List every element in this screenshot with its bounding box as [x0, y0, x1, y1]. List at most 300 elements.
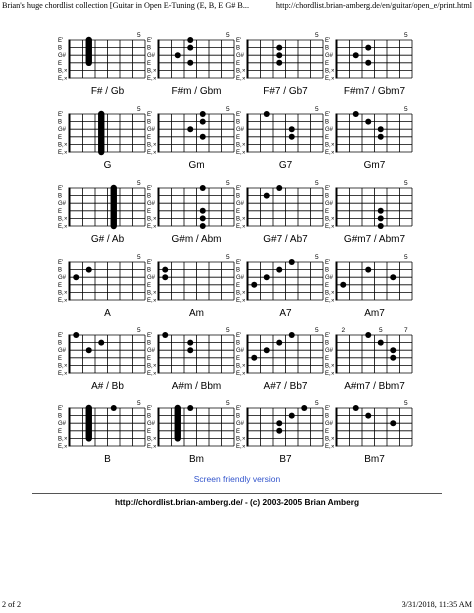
- muted-string-icon: ×: [331, 150, 335, 157]
- muted-string-icon: ×: [242, 444, 246, 451]
- string-label: E: [325, 60, 330, 67]
- string-label: B,: [147, 290, 153, 297]
- string-label: E': [236, 112, 242, 118]
- finger-dot: [365, 60, 371, 66]
- fret-number: 5: [225, 106, 230, 113]
- finger-dot: [276, 52, 282, 58]
- finger-dot: [289, 332, 295, 338]
- string-label: B: [325, 340, 330, 347]
- chord-name: G#m7 / Abm7: [343, 234, 406, 245]
- string-label: G#: [236, 201, 245, 208]
- string-label: B: [325, 267, 330, 274]
- string-label: E: [325, 134, 330, 141]
- finger-dot: [86, 267, 92, 273]
- chord-name: Gm7: [363, 160, 386, 171]
- string-label: E': [236, 38, 242, 44]
- muted-string-icon: ×: [331, 290, 335, 297]
- fret-number: 5: [225, 327, 230, 334]
- fret-number: 5: [225, 254, 230, 261]
- string-label: E': [58, 112, 64, 118]
- chord-diagram: [147, 400, 234, 465]
- string-label: E: [58, 355, 63, 362]
- string-label: E,: [147, 298, 153, 304]
- fret-number: 5: [314, 32, 319, 39]
- string-label: E': [325, 112, 331, 118]
- muted-string-icon: ×: [153, 298, 157, 305]
- chord-name: A#m7 / Bbm7: [344, 381, 405, 392]
- muted-string-icon: ×: [153, 142, 157, 149]
- muted-string-icon: ×: [242, 142, 246, 149]
- string-label: G#: [147, 348, 156, 355]
- fret-number: 5: [314, 327, 319, 334]
- finger-dot: [365, 413, 371, 419]
- string-label: G#: [58, 201, 67, 208]
- fret-number: 5: [314, 180, 319, 187]
- string-label: G#: [325, 127, 334, 134]
- finger-dot: [251, 282, 257, 288]
- chord-name: F#m / Gbm: [171, 86, 222, 97]
- chord-name: G# / Ab: [90, 234, 125, 245]
- string-label: B: [325, 45, 330, 52]
- muted-string-icon: ×: [64, 76, 68, 83]
- string-label: B,: [58, 142, 64, 149]
- string-label: E,: [58, 150, 64, 156]
- finger-dot: [264, 111, 270, 117]
- muted-string-icon: ×: [153, 150, 157, 157]
- string-label: B: [58, 193, 63, 200]
- fret-number: 5: [403, 180, 408, 187]
- string-label: B: [325, 413, 330, 420]
- finger-dot: [86, 347, 92, 353]
- finger-dot: [264, 193, 270, 199]
- finger-dot: [378, 134, 384, 140]
- fret-number: 5: [314, 106, 319, 113]
- fret-number: 5: [136, 254, 141, 261]
- muted-string-icon: ×: [242, 76, 246, 83]
- string-label: E: [325, 355, 330, 362]
- chord-name: Am7: [364, 308, 385, 319]
- string-label: E: [325, 208, 330, 215]
- string-label: E: [58, 428, 63, 435]
- chord-name: A7: [279, 308, 292, 319]
- muted-string-icon: ×: [242, 150, 246, 157]
- string-label: G#: [236, 348, 245, 355]
- site-copyright[interactable]: http://chordlist.brian-amberg.de/ - (c) 2003-2005 Brian Amberg: [114, 497, 360, 507]
- string-label: E': [147, 406, 153, 412]
- string-label: B: [325, 119, 330, 126]
- string-label: E,: [147, 76, 153, 82]
- muted-string-icon: ×: [242, 436, 246, 443]
- finger-dot: [340, 282, 346, 288]
- string-label: G#: [147, 53, 156, 60]
- muted-string-icon: ×: [64, 363, 68, 370]
- chord-diagram: [147, 106, 234, 171]
- string-label: B,: [325, 216, 331, 223]
- muted-string-icon: ×: [64, 68, 68, 75]
- finger-dot: [73, 332, 79, 338]
- chord-diagram: [147, 180, 234, 245]
- chord-name: B7: [279, 454, 292, 465]
- muted-string-icon: ×: [331, 371, 335, 378]
- string-label: E: [58, 208, 63, 215]
- string-label: B,: [325, 290, 331, 297]
- string-label: E': [325, 38, 331, 44]
- chord-name: Gm: [188, 160, 205, 171]
- fret-number: 5: [403, 106, 408, 113]
- string-label: B: [58, 413, 63, 420]
- finger-dot: [365, 119, 371, 125]
- string-label: G#: [325, 201, 334, 208]
- finger-dot: [200, 134, 206, 140]
- chord-diagram: [58, 400, 145, 465]
- chord-diagram: [236, 106, 323, 171]
- string-label: E,: [236, 371, 242, 377]
- finger-dot: [162, 267, 168, 273]
- muted-string-icon: ×: [153, 371, 157, 378]
- string-label: G#: [236, 127, 245, 134]
- muted-string-icon: ×: [64, 436, 68, 443]
- finger-dot: [353, 405, 359, 411]
- string-label: E,: [325, 76, 331, 82]
- string-label: E': [147, 333, 153, 339]
- muted-string-icon: ×: [242, 371, 246, 378]
- chord-diagram: [236, 180, 323, 245]
- fret-number: 5: [136, 327, 141, 334]
- string-label: G#: [58, 348, 67, 355]
- string-label: B: [147, 413, 152, 420]
- chord-diagram: [147, 254, 234, 319]
- string-label: E': [58, 186, 64, 192]
- string-label: E': [58, 38, 64, 44]
- string-label: B,: [147, 142, 153, 149]
- finger-dot: [276, 60, 282, 66]
- finger-dot: [276, 185, 282, 191]
- string-label: G#: [325, 53, 334, 60]
- fret-number: 5: [225, 32, 230, 39]
- muted-string-icon: ×: [153, 290, 157, 297]
- string-label: E: [236, 208, 241, 215]
- string-label: B: [58, 45, 63, 52]
- string-label: B,: [147, 68, 153, 75]
- string-label: E: [147, 355, 152, 362]
- string-label: B: [58, 119, 63, 126]
- fret-number: 7: [403, 327, 408, 334]
- string-label: B: [236, 413, 241, 420]
- string-label: B: [147, 119, 152, 126]
- string-label: G#: [236, 421, 245, 428]
- string-label: E: [236, 134, 241, 141]
- string-label: B,: [58, 290, 64, 297]
- string-label: E,: [325, 371, 331, 377]
- finger-dot: [187, 405, 193, 411]
- fret-number: 5: [403, 254, 408, 261]
- string-label: E: [147, 134, 152, 141]
- chord-name: Am: [189, 308, 204, 319]
- finger-dot: [289, 134, 295, 140]
- fret-number: 2: [341, 327, 346, 334]
- string-label: E,: [58, 76, 64, 82]
- muted-string-icon: ×: [153, 444, 157, 451]
- finger-dot: [187, 45, 193, 51]
- chord-name: G#m / Abm: [171, 234, 222, 245]
- barre-mark: [111, 185, 117, 229]
- muted-string-icon: ×: [64, 216, 68, 223]
- finger-dot: [251, 355, 257, 361]
- finger-dot: [187, 126, 193, 132]
- page-url[interactable]: http://chordlist.brian-amberg.de/en/guitar/open_e/print.html: [275, 1, 472, 10]
- finger-dot: [200, 215, 206, 221]
- chord-name: F#m7 / Gbm7: [343, 86, 406, 97]
- muted-string-icon: ×: [242, 298, 246, 305]
- string-label: G#: [58, 421, 67, 428]
- string-label: B,: [236, 216, 242, 223]
- finger-dot: [365, 267, 371, 273]
- finger-dot: [175, 52, 181, 58]
- muted-string-icon: ×: [64, 298, 68, 305]
- muted-string-icon: ×: [331, 216, 335, 223]
- string-label: E: [58, 60, 63, 67]
- muted-string-icon: ×: [64, 290, 68, 297]
- barre-mark: [86, 37, 92, 66]
- string-label: E': [325, 333, 331, 339]
- muted-string-icon: ×: [331, 436, 335, 443]
- finger-dot: [264, 347, 270, 353]
- string-label: E: [236, 282, 241, 289]
- string-label: E: [58, 134, 63, 141]
- muted-string-icon: ×: [331, 224, 335, 231]
- string-label: B: [147, 267, 152, 274]
- string-label: G#: [325, 421, 334, 428]
- string-label: E': [325, 186, 331, 192]
- finger-dot: [289, 259, 295, 265]
- string-label: B,: [325, 363, 331, 370]
- finger-dot: [162, 274, 168, 280]
- string-label: E: [325, 428, 330, 435]
- string-label: B,: [58, 68, 64, 75]
- string-label: E,: [58, 298, 64, 304]
- string-label: E,: [147, 444, 153, 450]
- finger-dot: [353, 52, 359, 58]
- chord-diagram: [58, 180, 145, 245]
- string-label: B: [58, 267, 63, 274]
- string-label: B,: [147, 216, 153, 223]
- muted-string-icon: ×: [242, 68, 246, 75]
- finger-dot: [200, 223, 206, 229]
- string-label: E': [147, 260, 153, 266]
- string-label: E: [147, 60, 152, 67]
- string-label: E,: [236, 224, 242, 230]
- print-timestamp: 3/31/2018, 11:35 AM: [401, 600, 472, 609]
- string-label: E: [325, 282, 330, 289]
- string-label: E: [236, 428, 241, 435]
- chord-diagram: [325, 254, 412, 319]
- string-label: E,: [147, 150, 153, 156]
- chord-name: A#7 / Bb7: [263, 381, 308, 392]
- string-label: E,: [236, 76, 242, 82]
- string-label: E: [58, 282, 63, 289]
- string-label: G#: [58, 53, 67, 60]
- string-label: E: [147, 208, 152, 215]
- string-label: E: [236, 60, 241, 67]
- string-label: B: [236, 45, 241, 52]
- chord-diagram: [58, 327, 145, 392]
- muted-string-icon: ×: [153, 363, 157, 370]
- string-label: G#: [236, 53, 245, 60]
- chord-name: Bm7: [364, 454, 385, 465]
- chord-diagram: [236, 32, 323, 97]
- chord-diagram: [236, 254, 323, 319]
- finger-dot: [162, 332, 168, 338]
- string-label: E,: [58, 371, 64, 377]
- finger-dot: [390, 274, 396, 280]
- finger-dot: [276, 428, 282, 434]
- string-label: G#: [325, 348, 334, 355]
- chord-diagram: [58, 106, 145, 171]
- fret-number: 5: [136, 106, 141, 113]
- string-label: E': [58, 406, 64, 412]
- finger-dot: [200, 111, 206, 117]
- string-label: B: [147, 340, 152, 347]
- muted-string-icon: ×: [242, 224, 246, 231]
- screen-friendly-link[interactable]: Screen friendly version: [193, 474, 281, 484]
- finger-dot: [390, 355, 396, 361]
- string-label: E': [325, 260, 331, 266]
- muted-string-icon: ×: [331, 76, 335, 83]
- string-label: G#: [236, 275, 245, 282]
- string-label: E: [147, 282, 152, 289]
- chord-name: A: [104, 308, 111, 319]
- chord-name: A# / Bb: [91, 381, 124, 392]
- finger-dot: [378, 215, 384, 221]
- page-number: 2 of 2: [2, 600, 22, 609]
- string-label: B: [58, 340, 63, 347]
- chord-diagram: [325, 327, 412, 392]
- chord-name: A#m / Bbm: [171, 381, 222, 392]
- finger-dot: [276, 340, 282, 346]
- chord-diagram: [325, 400, 412, 465]
- finger-dot: [378, 223, 384, 229]
- fret-number: 5: [136, 400, 141, 407]
- string-label: B,: [147, 436, 153, 443]
- string-label: B,: [325, 68, 331, 75]
- finger-dot: [353, 111, 359, 117]
- chord-name: G7: [278, 160, 293, 171]
- finger-dot: [264, 274, 270, 280]
- muted-string-icon: ×: [64, 224, 68, 231]
- chord-diagram: [147, 32, 234, 97]
- chord-diagram: [236, 400, 323, 465]
- string-label: B,: [325, 142, 331, 149]
- string-label: B,: [236, 363, 242, 370]
- chord-diagram: [325, 32, 412, 97]
- string-label: E,: [58, 444, 64, 450]
- string-label: E': [236, 186, 242, 192]
- string-label: E,: [325, 444, 331, 450]
- chord-diagram: [325, 180, 412, 245]
- muted-string-icon: ×: [331, 444, 335, 451]
- string-label: B,: [236, 290, 242, 297]
- finger-dot: [276, 267, 282, 273]
- muted-string-icon: ×: [331, 142, 335, 149]
- muted-string-icon: ×: [331, 68, 335, 75]
- string-label: E,: [236, 444, 242, 450]
- finger-dot: [378, 208, 384, 214]
- finger-dot: [187, 347, 193, 353]
- muted-string-icon: ×: [64, 371, 68, 378]
- fret-number: 5: [403, 32, 408, 39]
- string-label: G#: [147, 127, 156, 134]
- barre-mark: [86, 405, 92, 442]
- fret-number: 5: [136, 180, 141, 187]
- string-label: B: [147, 45, 152, 52]
- muted-string-icon: ×: [153, 436, 157, 443]
- string-label: B: [236, 267, 241, 274]
- chord-name: B: [104, 454, 111, 465]
- string-label: B,: [236, 68, 242, 75]
- finger-dot: [276, 420, 282, 426]
- chord-name: G: [103, 160, 112, 171]
- chord-diagram: [236, 327, 323, 392]
- finger-dot: [276, 45, 282, 51]
- chord-name: Bm: [189, 454, 204, 465]
- string-label: B,: [58, 216, 64, 223]
- string-label: B,: [236, 436, 242, 443]
- muted-string-icon: ×: [153, 224, 157, 231]
- finger-dot: [111, 405, 117, 411]
- muted-string-icon: ×: [242, 363, 246, 370]
- string-label: B: [236, 119, 241, 126]
- finger-dot: [187, 340, 193, 346]
- fret-number: 5: [314, 254, 319, 261]
- finger-dot: [365, 45, 371, 51]
- finger-dot: [187, 60, 193, 66]
- string-label: B: [325, 193, 330, 200]
- string-label: E,: [147, 371, 153, 377]
- finger-dot: [98, 340, 104, 346]
- string-label: B,: [147, 363, 153, 370]
- string-label: B,: [58, 436, 64, 443]
- page-title: Brian's huge chordlist collection [Guitar in Open E-Tuning (E, B, E G# B...: [2, 1, 249, 10]
- string-label: B: [147, 193, 152, 200]
- string-label: E,: [147, 224, 153, 230]
- fret-number: 5: [136, 32, 141, 39]
- string-label: E': [58, 333, 64, 339]
- chord-diagram: [325, 106, 412, 171]
- string-label: E': [147, 38, 153, 44]
- finger-dot: [289, 126, 295, 132]
- string-label: E: [236, 355, 241, 362]
- string-label: E,: [325, 298, 331, 304]
- string-label: B,: [236, 142, 242, 149]
- string-label: G#: [325, 275, 334, 282]
- finger-dot: [73, 274, 79, 280]
- chord-name: G#7 / Ab7: [263, 234, 308, 245]
- string-label: G#: [147, 201, 156, 208]
- string-label: E': [236, 333, 242, 339]
- fret-number: 5: [314, 400, 319, 407]
- finger-dot: [301, 405, 307, 411]
- string-label: E': [147, 112, 153, 118]
- fret-number: 5: [403, 400, 408, 407]
- muted-string-icon: ×: [242, 216, 246, 223]
- muted-string-icon: ×: [331, 298, 335, 305]
- muted-string-icon: ×: [153, 216, 157, 223]
- string-label: E,: [236, 150, 242, 156]
- fret-number: 5: [378, 327, 383, 334]
- finger-dot: [187, 37, 193, 43]
- muted-string-icon: ×: [242, 290, 246, 297]
- string-label: E,: [325, 224, 331, 230]
